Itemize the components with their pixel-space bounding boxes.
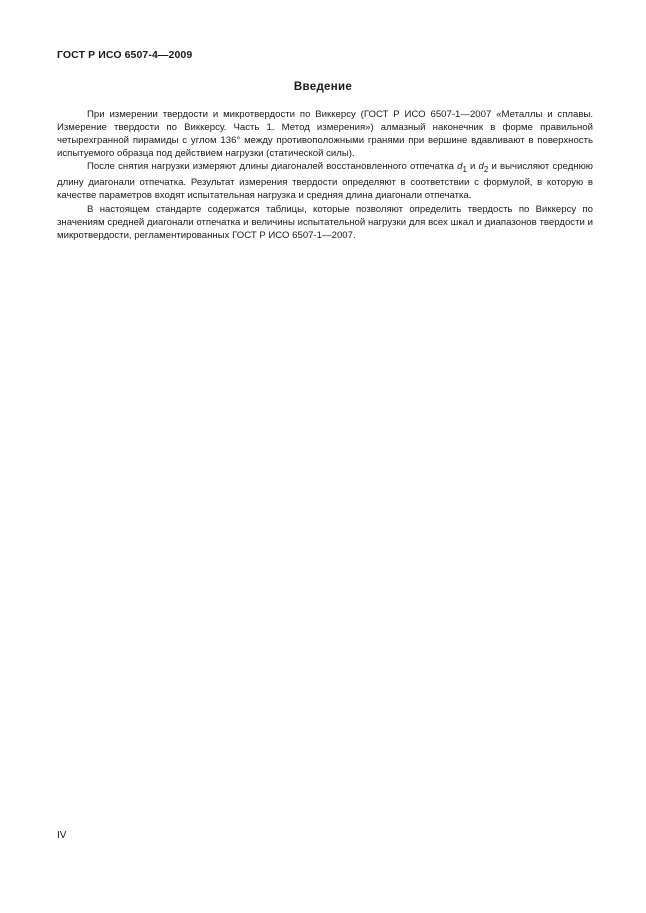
page-number: IV — [57, 830, 67, 841]
paragraph-1-text-end: между противоположными гранями при вершине вдавливают в поверхность испытуемого образца под действием нагрузки (статической силы). — [57, 135, 593, 160]
paragraph-2-text-end: и вычисляют среднюю длину диагонали отпечатка. Результат измерения твердости определяют в соответствии с формулой, в которую в качестве параметров входят испытательная нагрузка и средняя длина диагонали отпечатка. — [57, 161, 593, 202]
document-header-standard-id: ГОСТ Р ИСО 6507-4—2009 — [57, 49, 193, 61]
degree-symbol: ° — [236, 135, 241, 147]
body-text — [57, 108, 593, 242]
diagonal-d1-subscript: 1 — [462, 165, 467, 175]
paragraph-2-conjunction: и — [466, 161, 479, 173]
paragraph-2 — [57, 160, 593, 202]
diagonal-d1-symbol: d — [457, 161, 463, 173]
paragraph-1-text-start: При измерении твердости и микротвердости по Виккерсу (ГОСТ Р ИСО 6507-1—2007 «Металлы и сплавы. Измерение твердости по Виккерсу. Часть 1. Метод измерения») алмазный наконечник в форме правильной четырехгранной пирамиды с углом 136 — [57, 109, 593, 147]
paragraph-3: В настоящем стандарте содержатся таблицы, которые позволяют определить твердость по Виккерсу по значениям средней диагонали отпечатка и величины испытательной нагрузки для всех шкал и диапазонов твердости и микротвердости, регламентированных ГОСТ Р ИСО 6507-1—2007. — [57, 203, 593, 241]
section-title: Введение — [293, 81, 353, 93]
diagonal-d2-subscript: 2 — [483, 165, 489, 175]
paragraph-1 — [57, 108, 593, 160]
paragraph-2-text-start: После снятия нагрузки измеряют длины диагоналей восстановленного отпечатка — [87, 161, 458, 173]
diagonal-d2-symbol: d — [478, 161, 484, 173]
